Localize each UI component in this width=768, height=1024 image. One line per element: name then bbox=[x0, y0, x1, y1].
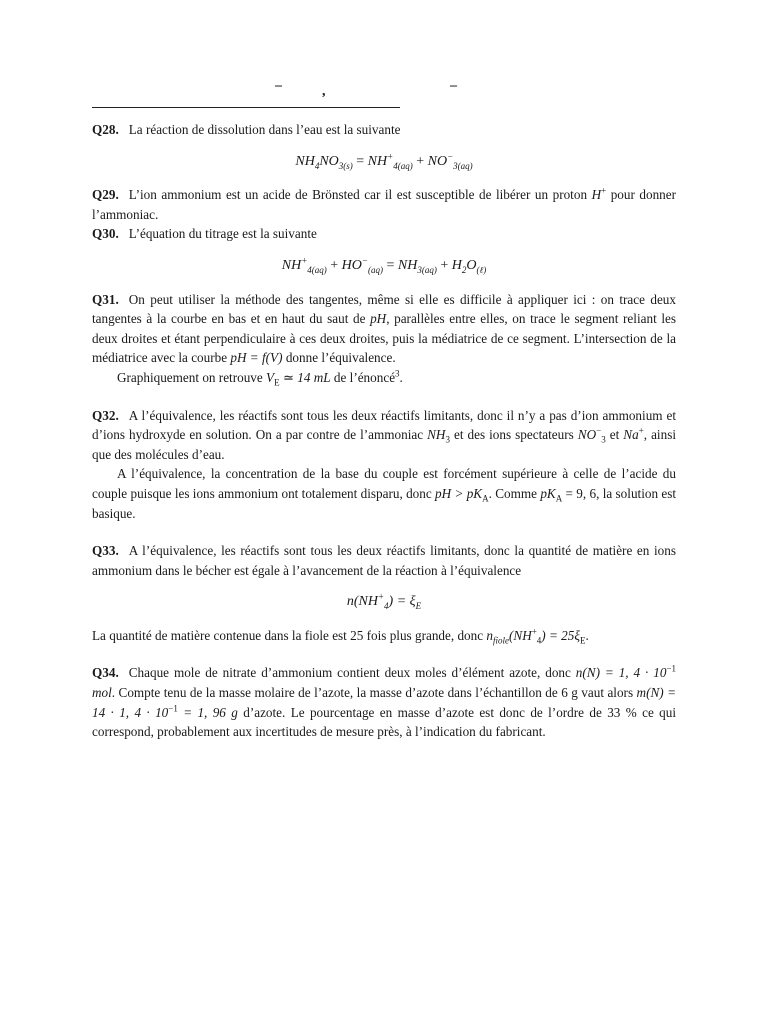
header-mark: – bbox=[275, 78, 282, 93]
header-mark: – bbox=[450, 78, 457, 93]
paragraph: Graphiquement on retrouve $V_E$ ≃ 14 mL de l’énoncé$^3$. bbox=[117, 368, 403, 388]
question-q29: Q29. L’ion ammonium est un acide de Brönsted car il est susceptible de libérer un proton H+ pour donner l’ammoniac. bbox=[92, 185, 677, 222]
question-q33: Q33. A l’équivalence, les réactifs sont tous les deux réactifs limitants, donc la quantité de matière en ions ammonium dans le bécher est égale à l’avancement de la réaction à l’équivalence bbox=[92, 543, 676, 578]
question-q30: Q30. L’équation du titrage est la suivante bbox=[92, 226, 317, 242]
question-label: Q34. bbox=[92, 665, 119, 681]
footnote-ref: 3 bbox=[395, 368, 400, 379]
question-q28 bbox=[92, 120, 676, 140]
page-header bbox=[92, 70, 457, 110]
header-rule bbox=[92, 107, 400, 108]
question-label: Q31. bbox=[92, 291, 119, 307]
document-body bbox=[92, 120, 676, 742]
question-q31: Q31. On peut utiliser la méthode des tangentes, même si elle es difficile à appliquer ici : on trace deux tangentes à la courbe en bas et en haut du saut de pH, parallèles entre elles, on trace le segment reliant les deux droites et étant perpendiculaire à ces deux droites, puis la médiatrice de ce segment. L’intersection de la médiatrice avec la courbe pH = f(V) donne l’équivalence. bbox=[92, 291, 676, 366]
equation-dissolution: $NH_4NO_{3(s)} = NH^+_{4(aq)} + NO^-_{3(aq)}$ bbox=[295, 150, 473, 171]
header-mark: , bbox=[322, 84, 326, 99]
question-text: La réaction de dissolution dans l’eau est la suivante bbox=[128, 122, 401, 137]
paragraph: La quantité de matière contenue dans la fiole est 25 fois plus grande, donc $n_{fiole}(NH^+_4) = 25\xi_E$. bbox=[92, 626, 589, 646]
paragraph: A l’équivalence, la concentration de la base du couple est forcément supérieure à celle de l’acide du couple puisque les ions ammonium ont totalement disparu, donc pH > $pK_A$. Comme $pK_A = 9$, 6, la solution est basique. bbox=[92, 466, 677, 521]
equation-titration: $NH^+_{4(aq)} + HO^-_{(aq)} = NH_{3(aq)} + H_2O_{(\ell)}$ bbox=[281, 255, 487, 275]
question-q34: Q34. Chaque mole de nitrate d’ammonium contient deux moles d’élément azote, donc n(N) = 1, $4 \cdot 10^{-1}$ mol. Compte tenu de la masse molaire de l’azote, la masse d’azote dans l’échantillon de 6 g vaut alors m(N) = 14 · 1, $4 \cdot 10^{-1} = 1$, 96 g d’azote. Le pourcentage en masse d’azote est donc de l’ordre de 33 % ce qui correspond, probablement aux incertitudes de mesure près, à l’indication du fabricant. bbox=[92, 664, 677, 740]
question-label: Q33. bbox=[92, 543, 119, 559]
question-label: Q32. bbox=[92, 407, 119, 423]
question-label: Q29. bbox=[92, 187, 119, 203]
question-q32: Q32. A l’équivalence, les réactifs sont tous les deux réactifs limitants, donc il n’y a pas d’ion ammonium et d’ions hydroxyde en solution. On a par contre de l’ammoniac $NH_3$ et des ions spectateurs $NO^-_3$ et Na+, ainsi que des molécules d’eau. bbox=[92, 407, 676, 462]
equation-advancement: $n(NH^+_4) = \xi_E$ bbox=[346, 591, 422, 612]
question-label: Q30. bbox=[92, 226, 119, 242]
question-label: Q28. bbox=[92, 122, 119, 137]
